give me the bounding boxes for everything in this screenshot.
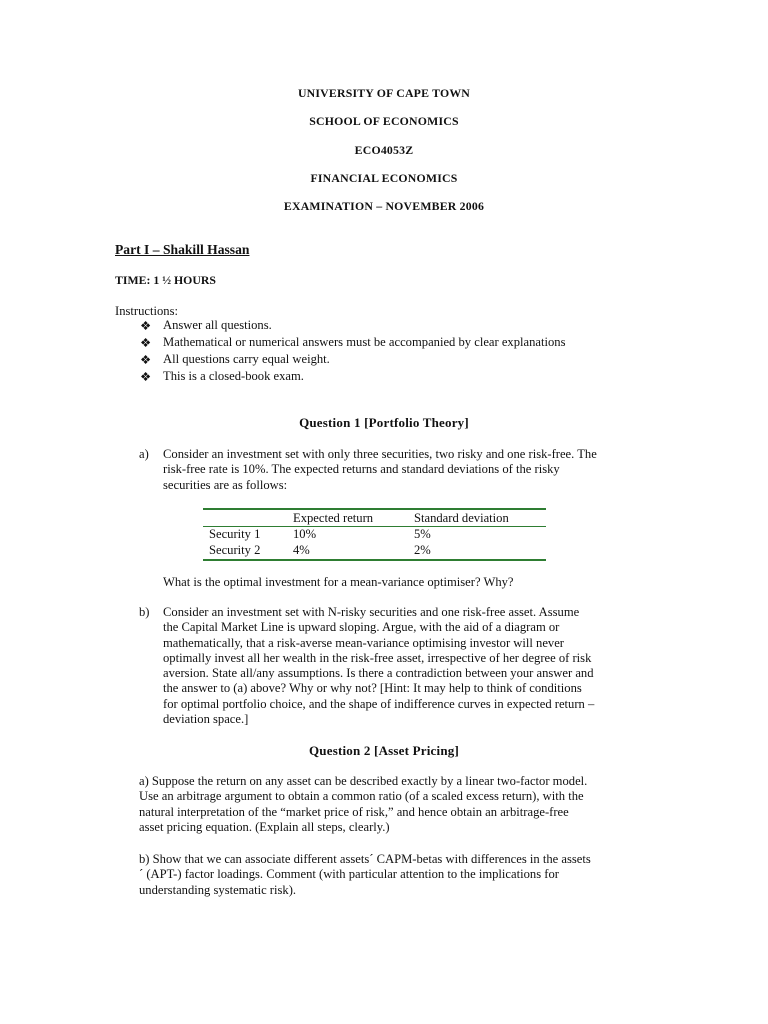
header-expected-return: Expected return — [293, 511, 374, 525]
part-title: Part I – Shakill Hassan — [115, 242, 250, 257]
course-name: FINANCIAL ECONOMICS — [310, 171, 458, 185]
row-expected-return: 4% — [293, 543, 310, 557]
row-standard-deviation: 5% — [414, 527, 431, 541]
text-line: securities are as follows: — [163, 477, 288, 492]
row-standard-deviation: 2% — [414, 543, 431, 557]
question-1-title: Question 1 [Portfolio Theory] — [299, 415, 469, 430]
table-bottom-rule — [203, 559, 546, 561]
bullet-icon: ❖ — [140, 353, 152, 367]
instruction-item: Mathematical or numerical answers must be accompanied by clear explanations — [163, 335, 566, 349]
text-line: natural interpretation of the “market price of risk,” and hence obtain an arbitrage-free — [139, 804, 569, 819]
question-1a-label: a) — [139, 447, 149, 461]
instruction-item: This is a closed-book exam. — [163, 369, 304, 383]
header-standard-deviation: Standard deviation — [414, 511, 509, 525]
instruction-item: Answer all questions. — [163, 318, 272, 332]
text-line: Consider an investment set with only three securities, two risky and one risk-free. The — [163, 447, 597, 461]
text-line: Use an arbitrage argument to obtain a common ratio (of a scaled excess return), with the — [139, 789, 584, 804]
text-line: risk-free rate is 10%. The expected returns and standard deviations of the risky — [163, 462, 560, 477]
text-line: the answer to (a) above? Why or why not? [Hint: It may help to think of conditions — [163, 681, 582, 696]
row-label: Security 1 — [209, 527, 261, 541]
bullet-icon: ❖ — [140, 370, 152, 384]
school-heading: SCHOOL OF ECONOMICS — [309, 114, 459, 128]
question-1a-text — [163, 447, 597, 493]
text-line: understanding systematic risk). — [139, 882, 297, 897]
question-2-title: Question 2 [Asset Pricing] — [309, 743, 459, 758]
text-line: the Capital Market Line is upward sloping. Argue, with the aid of a diagram or — [163, 620, 560, 635]
securities-table — [203, 508, 546, 561]
question-1b-label: b) — [139, 605, 150, 619]
text-line: asset pricing equation. (Explain all steps, clearly.) — [139, 819, 390, 834]
row-expected-return: 10% — [293, 527, 317, 541]
instructions-label: Instructions: — [115, 304, 178, 318]
bullet-icon: ❖ — [140, 319, 152, 333]
question-1a-question: What is the optimal investment for a mean-variance optimiser? Why? — [163, 575, 514, 589]
time-allowed: TIME: 1 ½ HOURS — [115, 273, 216, 287]
bullet-icon: ❖ — [140, 336, 152, 350]
table-header-row — [203, 510, 546, 526]
text-line: Consider an investment set with N-risky securities and one risk-free asset. Assume — [163, 605, 580, 619]
text-line: b) Show that we can associate different assets´ CAPM-betas with differences in the assets — [139, 852, 591, 866]
table-row — [203, 527, 546, 543]
row-label: Security 2 — [209, 543, 261, 557]
text-line: ´ (APT-) factor loadings. Comment (with particular attention to the implications for — [139, 867, 559, 882]
table-row — [203, 543, 546, 559]
university-heading: UNIVERSITY OF CAPE TOWN — [297, 86, 471, 100]
text-line: aversion. State all/any assumptions. Is there a contradiction between your answer and — [163, 666, 594, 681]
text-line: mathematically, that a risk-averse mean-variance optimising investor will never — [163, 635, 564, 650]
question-2b-text — [139, 852, 591, 898]
exam-title: EXAMINATION – NOVEMBER 2006 — [283, 199, 485, 213]
text-line: deviation space.] — [163, 712, 249, 727]
question-2a-text — [139, 774, 587, 835]
text-line: a) Suppose the return on any asset can be described exactly by a linear two-factor model. — [139, 774, 588, 788]
instruction-item: All questions carry equal weight. — [163, 352, 330, 366]
course-code: ECO4053Z — [354, 143, 414, 157]
question-1b-text — [163, 605, 594, 727]
text-line: for optimal portfolio choice, and the shape of indifference curves in expected return – — [163, 696, 595, 711]
text-line: optimally invest all her wealth in the risk-free asset, irrespective of her degree of risk — [163, 650, 592, 665]
